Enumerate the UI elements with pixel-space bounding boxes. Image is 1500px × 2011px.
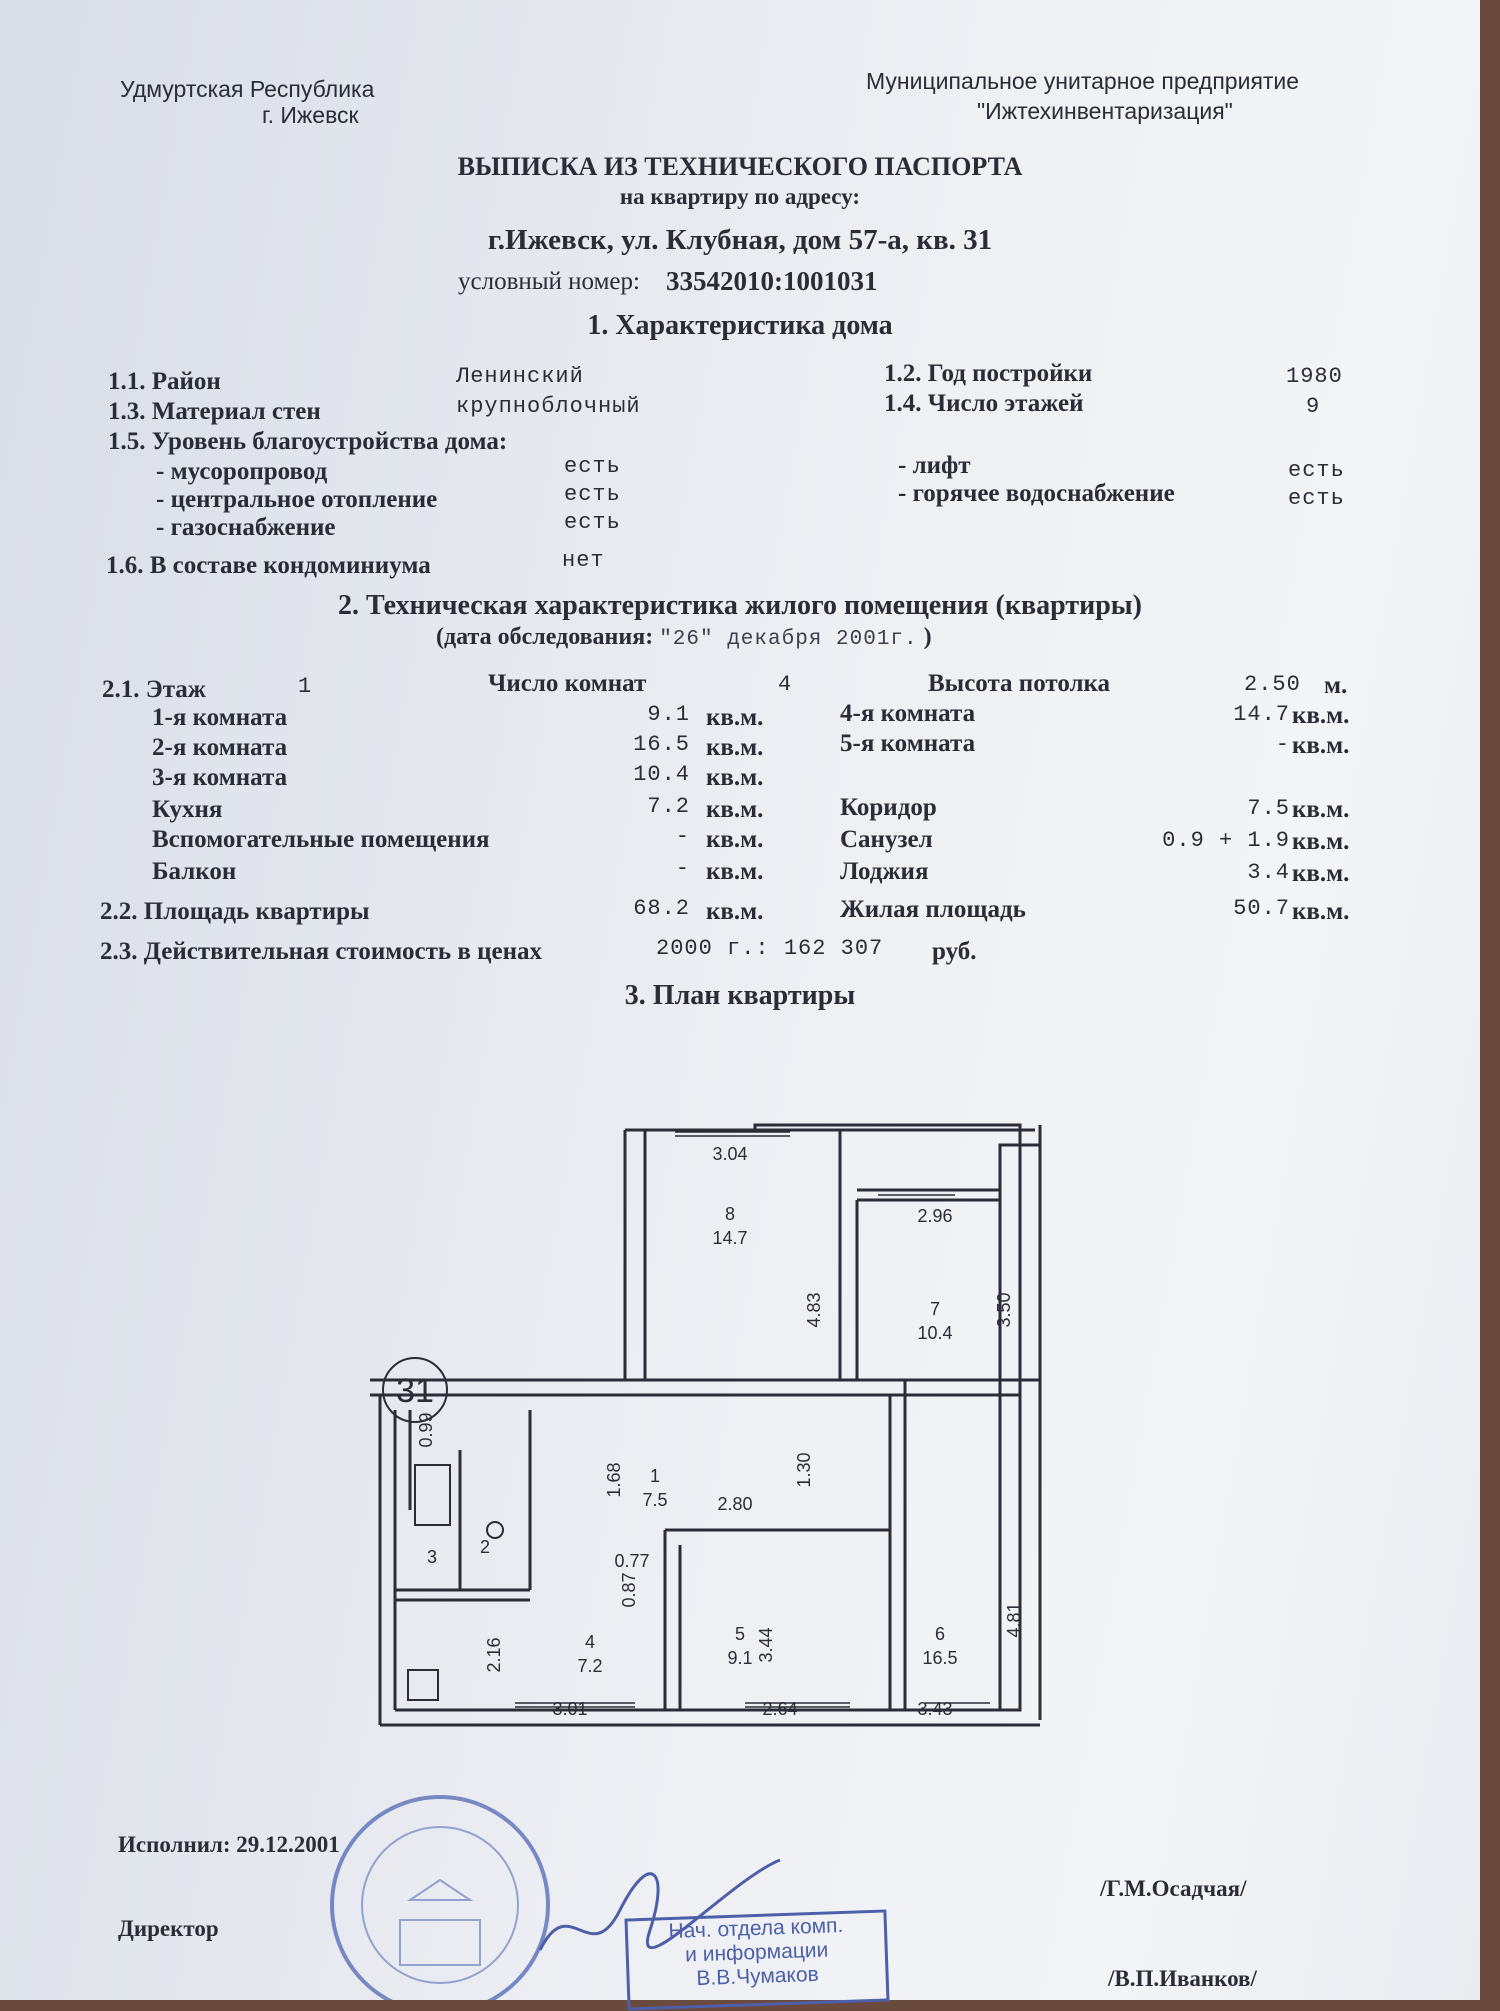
inspection-date-prefix: (дата обследования: [436,624,654,650]
plan-dimension: 3.50 [994,1292,1014,1328]
total-area-label: 2.2. Площадь квартиры [100,898,370,925]
inspection-date-suffix: ) [923,624,932,650]
area-row-label: Балкон [152,858,237,885]
living-area-label: Жилая площадь [840,896,1026,923]
plan-room-area: 16.5 [922,1648,958,1668]
section2-heading: 2. Техническая характеристика жилого помещения (квартиры) [337,590,1142,621]
comfort-label: 1.5. Уровень благоустройства дома: [108,428,508,455]
floor-plan [370,1110,1070,1770]
area-row-value: 0.9 + 1.9 [1162,828,1290,853]
plan-room5-walls [665,1530,890,1710]
area-row-value: 14.7 [1233,702,1290,727]
cost-unit: руб. [932,938,977,965]
lift-label: - лифт [898,452,971,479]
area-row-unit: кв.м. [1292,828,1350,855]
area-row-value: 16.5 [633,732,690,757]
area-row-value: 7.2 [647,794,690,819]
director-name: /В.П.Иванков/ [1108,1966,1257,1991]
area-row-unit: кв.м. [706,858,764,885]
plan-room-number: 6 [934,1624,946,1644]
area-row-value: - [1275,732,1290,757]
floors-value: 9 [1306,394,1321,419]
stamp-line1: Нач. отдела комп. [668,1913,844,1944]
hotwater-label: - горячее водоснабжение [898,480,1175,507]
area-row-unit: кв.м. [706,734,764,761]
hotwater-value: есть [1288,486,1345,511]
cadastral-label: условный номер: [458,268,640,295]
garbage-label: - мусоропровод [156,458,328,485]
area-row-unit: кв.м. [706,796,764,823]
plan-room-number: 7 [929,1299,941,1319]
plan-dimension: 3.04 [712,1144,748,1164]
header-left-line1: Удмуртская Республика [120,76,375,102]
year-value: 1980 [1286,364,1343,389]
rooms-count-label: Число комнат [488,670,647,697]
executor-name: /Г.М.Осадчая/ [1100,1876,1247,1901]
district-value: Ленинский [456,364,584,389]
plan-room7-walls [840,1130,857,1380]
cost-value: 2000 г.: 162 307 [656,936,884,961]
area-row-unit: кв.м. [1292,702,1350,729]
plan-dimension: 1.68 [604,1462,624,1498]
section1-heading: 1. Характеристика дома [587,310,893,341]
condo-label: 1.6. В составе кондоминиума [106,552,431,579]
walls-value: крупноблочный [456,394,641,419]
plan-room-number: 1 [649,1466,661,1486]
area-row-value: 7.5 [1247,796,1290,821]
plan-room-area: 7.2 [577,1656,603,1676]
area-row-label: Лоджия [840,858,929,885]
plan-dimension: 3.01 [552,1699,588,1719]
area-row-unit: кв.м. [706,826,764,853]
plan-dimension: 0.87 [619,1572,639,1608]
plan-room-number: 4 [584,1632,596,1652]
area-row-unit: кв.м. [706,704,764,731]
plan-dimension: 2.96 [917,1206,953,1226]
stamp-line3: В.В.Чумаков [696,1962,820,1991]
rectangular-stamp [624,1909,889,2010]
plan-dimension: 4.83 [804,1292,824,1328]
district-label: 1.1. Район [108,368,221,395]
garbage-value: есть [564,454,621,479]
plan-dimension: 2.64 [762,1699,798,1719]
gas-value: есть [564,510,621,535]
plan-dimension: 2.80 [717,1494,753,1514]
ceiling-value: 2.50 [1244,672,1301,697]
area-row-value: - [675,824,690,849]
area-row-label: 5-я комната [840,730,976,757]
plan-room-number: 5 [734,1624,746,1644]
plan-dimension: 1.30 [794,1452,814,1488]
plan-dimension: 0.99 [416,1412,436,1448]
walls-label: 1.3. Материал стен [108,398,321,425]
area-row-unit: кв.м. [1292,732,1350,759]
total-area-unit: кв.м. [706,898,764,925]
plan-room-area: 7.5 [642,1490,668,1510]
floors-label: 1.4. Число этажей [884,390,1084,417]
area-row-label: 3-я комната [152,764,288,791]
header-right-line1: Муниципальное унитарное предприятие [866,68,1300,94]
executed-label: Исполнил: 29.12.2001 [118,1832,340,1857]
plan-room-number: 8 [724,1204,736,1224]
plan-dimension: 4.81 [1004,1602,1024,1638]
section3-heading: 3. План квартиры [624,980,856,1011]
year-label: 1.2. Год постройки [884,360,1093,387]
area-row-label: Санузел [840,826,933,853]
condo-value: нет [562,548,605,573]
lift-value: есть [1288,458,1345,483]
floor-value: 1 [298,674,313,699]
plan-dimension: 0.77 [614,1551,650,1571]
area-row-value: 3.4 [1247,860,1290,885]
document-title: ВЫПИСКА ИЗ ТЕХНИЧЕСКОГО ПАСПОРТА [457,152,1023,181]
living-area-unit: кв.м. [1292,898,1350,925]
director-label: Директор [118,1916,219,1941]
heating-value: есть [564,482,621,507]
living-area-value: 50.7 [1233,896,1290,921]
plan-outer-wall-right [625,1125,1040,1710]
plan-dimension: 3.44 [756,1627,776,1663]
cadastral-number: 33542010:1001031 [666,266,878,296]
gas-label: - газоснабжение [156,514,336,541]
cost-label: 2.3. Действительная стоимость в ценах [100,938,542,965]
area-row-value: - [675,856,690,881]
rooms-count-value: 4 [778,672,793,697]
plan-corridor-top-wall [370,1380,1040,1395]
document-subtitle: на квартиру по адресу: [619,184,861,209]
inspection-date-value: "26" декабря 2001г. [659,628,918,651]
area-row-label: 4-я комната [840,700,976,727]
plan-dimension: 3.43 [917,1699,953,1719]
floor-label: 2.1. Этаж [102,676,206,703]
area-row-label: 1-я комната [152,704,288,731]
plan-room-number: 3 [426,1547,438,1567]
area-row-label: Кухня [152,796,223,823]
inspection-date [436,624,932,651]
plan-left-wall [380,1395,395,1725]
heating-label: - центральное отопление [156,486,438,513]
plan-room-area: 9.1 [727,1648,753,1668]
ceiling-unit: м. [1324,672,1348,699]
plan-dimension: 2.16 [484,1637,504,1673]
total-area-value: 68.2 [633,896,690,921]
ceiling-label: Высота потолка [928,670,1111,697]
area-row-value: 10.4 [633,762,690,787]
apartment-number: 31 [396,1372,434,1410]
area-row-label: 2-я комната [152,734,288,761]
plan-room-area: 10.4 [917,1323,953,1343]
plan-room-area: 14.7 [712,1228,748,1248]
area-row-label: Вспомогательные помещения [152,826,490,853]
area-row-unit: кв.м. [1292,860,1350,887]
stamp-line2: и информации [684,1938,829,1967]
plan-room8-left-wall [625,1130,645,1380]
area-row-label: Коридор [840,794,937,821]
plan-room6-wall [890,1380,905,1710]
area-row-unit: кв.м. [1292,796,1350,823]
header-right-line2: "Ижтехинвентаризация" [977,98,1233,124]
header-left-line2: г. Ижевск [262,102,359,128]
address: г.Ижевск, ул. Клубная, дом 57-а, кв. 31 [487,224,993,256]
plan-room-number: 2 [479,1537,491,1557]
area-row-value: 9.1 [647,702,690,727]
area-row-unit: кв.м. [706,764,764,791]
